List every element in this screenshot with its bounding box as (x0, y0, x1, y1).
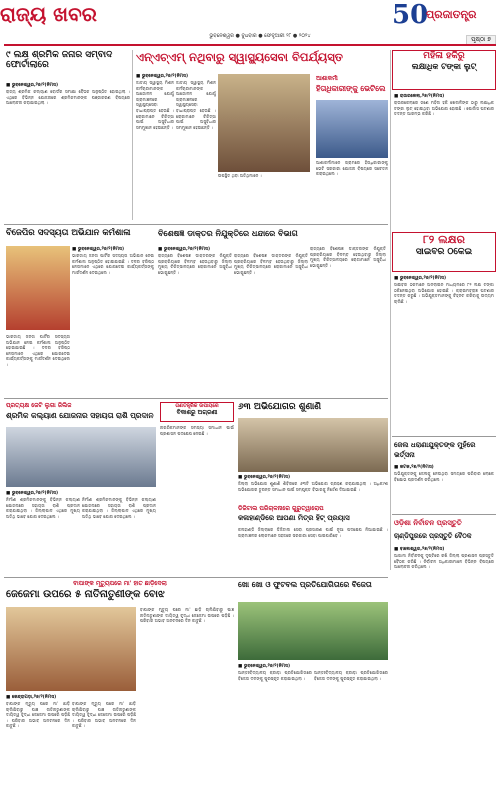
welfare-headline: ଶ୍ରମିକ କଲ୍ୟାଣ ଯୋଜନାର ସହାୟତା ରାଶି ପ୍ରଦାନ (6, 411, 154, 420)
nhm-headline: ଏନ୍‌ଏଚ୍‌ଏମ୍‌ ନଥିବାରୁ ସ୍ୱାସ୍ଥ୍ୟସେବା ବିପର୍ଯ୍ୟସ୍ତ (136, 50, 343, 64)
bjp-body: ଭାରତୀୟ ଜନତା ପାର୍ଟିର ସଦସ୍ୟତା ଅଭିଯାନ ନେଇ କର୍ମଶାଳା ଅନୁଷ୍ଠିତ ହୋଇଯାଇଛି । ଦଳର ବରିଷ୍ଠ ନେତାମାନେ ଏଥିରେ ଯୋଗଦେଇ କାର୍ଯ୍ୟକର୍ତ୍ତାଙ୍କୁ ମାର୍ଗଦର୍ଶନ ଦେଇଥିଲେ । (72, 253, 154, 275)
doctor-byline: ■ ଭୁବନେଶ୍ୱର,୨୭/୨(ନିମସ) (158, 247, 211, 252)
divider (4, 398, 388, 399)
grandma-headline: ଜେଜେମା ଉପରେ ୫ ନାତିନାତୁଣୀଙ୍କ ବୋଝ (6, 589, 165, 600)
bjp-body-cont: ଭାରତୀୟ ଜନତା ପାର୍ଟିର ସଦସ୍ୟତା ଅଭିଯାନ ନେଇ କର୍ମଶାଳା ଅନୁଷ୍ଠିତ ହୋଇଯାଇଛି । ଦଳର ବରିଷ୍ଠ ନେତାମାନେ ଏଥିରେ ଯୋଗଦେଇ କାର୍ଯ୍ୟକର୍ତ୍ତାଙ୍କୁ ମାର୍ଗଦର୍ଶନ ଦେଇଥିଲେ । (6, 334, 70, 367)
welfare-body-col2: ନିର୍ମାଣ ଶ୍ରମିକମାନଙ୍କୁ ବିଭିନ୍ନ କଲ୍ୟାଣ ଯୋଜନାରେ ସହାୟତା ରାଶି ପ୍ରଦାନ କରାଯାଇଥିଲା । ଜିଲ୍ଲାପାଳ ଏଥିରେ ମୁଖ୍ୟ ଅତିଥି ଭାବେ ଯୋଗ ଦେଇଥିଲେ । (82, 497, 156, 519)
savings-box (392, 232, 496, 272)
nhm-body-col1: ଜାତୀୟ ସ୍ୱାସ୍ଥ୍ୟ ମିଶନ କର୍ମଚାରୀମାନଙ୍କ ଆନ୍ଦୋଳନ ଯୋଗୁଁ ଗ୍ରାମାଞ୍ଚଳରେ ସ୍ୱାସ୍ଥ୍ୟସେବା ବାଧାପ୍ରାପ୍ତ ହେଉଛି । ରୋଗୀମାନେ ଚିକିତ୍ସା ପାଇଁ ଅସୁବିଧାର ସମ୍ମୁଖୀନ ହେଉଛନ୍ତି । (136, 80, 174, 130)
savings-subheadline: ସାଇବର ଠକେଇ (415, 247, 473, 257)
savings-headline: ୮୨ ଲକ୍ଷର (423, 233, 465, 246)
mahila-subheadline: ଲକ୍ଷାଧିକ ଟଙ୍କା ଲୁଟ୍ (411, 61, 477, 71)
logo-brand: ପ୍ରଜାତନ୍ତ୍ର (426, 8, 477, 21)
sports-body-col2: ଆନ୍ତଃବିଦ୍ୟାଳୟ କ୍ରୀଡ଼ା ପ୍ରତିଯୋଗିତାରେ ବିଜେତା ଦଳଙ୍କୁ ପୁରସ୍କୃତ କରାଯାଇଥିଲା । (314, 670, 388, 681)
grandma-kicker: ବାପାଙ୍କ ମୃତ୍ୟୁପରେ ମା' ହାତ ଛାଡ଼ିଦେଲା (73, 580, 167, 587)
column-divider (390, 50, 391, 570)
logo-number: 50 (392, 0, 429, 30)
jhadeswar-byline: ■ କଟକ,୨୭/୨(ନିମସ) (394, 465, 434, 470)
grievance-byline: ■ ଭୁବନେଶ୍ୱର,୨୭/୨(ନିମସ) (238, 475, 291, 480)
chandipur-subheadline: ଚାଣ୍ଡିପୁରରେ ପ୍ରସ୍ତୁତି ବୈଠକ (394, 532, 472, 540)
naukri-box (160, 402, 234, 422)
labour-headline: ୯ ଲକ୍ଷ ଶ୍ରମିକ ଜନାର ସମ୍ବାଦ ଫୋର୍ଟାଲାରେ (6, 50, 113, 70)
section-title: ରାଜ୍ୟ ଖବର (0, 2, 97, 26)
digital-headline: କଳାହାଣ୍ଡିରେ ଆପଣା ମିତ୍ର ହିଟ୍ ପ୍ରୟାସ (238, 513, 350, 522)
mahila-byline: ■ ରାଉରକେଲା,୨୭/୨(ନିମସ) (394, 94, 445, 99)
nhm-body-col2: ଜାତୀୟ ସ୍ୱାସ୍ଥ୍ୟ ମିଶନ କର୍ମଚାରୀମାନଙ୍କ ଆନ୍ଦୋଳନ ଯୋଗୁଁ ଗ୍ରାମାଞ୍ଚଳରେ ସ୍ୱାସ୍ଥ୍ୟସେବା ବାଧାପ୍ରାପ୍ତ ହେଉଛି । ରୋଗୀମାନେ ଚିକିତ୍ସା ପାଇଁ ଅସୁବିଧାର ସମ୍ମୁଖୀନ ହେଉଛନ୍ତି । (176, 80, 216, 130)
sports-body-col1: ଆନ୍ତଃବିଦ୍ୟାଳୟ କ୍ରୀଡ଼ା ପ୍ରତିଯୋଗିତାରେ ବିଜେତା ଦଳଙ୍କୁ ପୁରସ୍କୃତ କରାଯାଇଥିଲା । (238, 670, 312, 681)
asha-headline: ହିତାଧିକାରୀଙ୍କୁ ଭେଟିଲେ (316, 84, 386, 93)
digital-body: କଳାହାଣ୍ଡି ଜିଲ୍ଲାରେ ଡିଜିଟାଲ ସେବା ପ୍ରସାରଣ ପାଇଁ ନୂଆ ପଦକ୍ଷେପ ନିଆଯାଇଛି । ଗ୍ରାମାଞ୍ଚଳର ଲୋକମାନେ ସହଜରେ ସରକାରୀ ସେବା ପାଇପାରିବେ । (238, 527, 388, 538)
divider (392, 514, 496, 515)
mahila-headline: ମହିଳା ହକିରୁ (423, 51, 465, 61)
asha-body: ଆଶାକର୍ମୀମାନେ ଗ୍ରାମରେ ହିତାଧିକାରୀଙ୍କୁ ଭେଟି ସରକାରୀ ଯୋଜନା ବିଷୟରେ ସଚେତନ କରାଇଥିଲେ । (316, 160, 388, 177)
dateline: ଭୁବନେଶ୍ୱର ● ବୁଧବାର ● ଫେବୃଆରୀ ୨୮ ● ୨୦୨୪ (209, 33, 311, 39)
jhadeswar-headline: ଜେଲ ଧରାଣାଯୁକ୍ତଙ୍କ ମୁହଁରେ ଭର୍ତ୍ସନା (394, 440, 476, 459)
welfare-photo (6, 427, 156, 487)
column-divider (132, 50, 133, 220)
mahila-box (392, 50, 496, 90)
grievance-headline: ୬୩ ଅଭିଯୋଗର ଶୁଣାଣି (238, 402, 322, 412)
naukri-body: ନାଗରିକମାନଙ୍କ ସମସ୍ୟା ସମାଧାନ ପାଇଁ ପ୍ରଶାସନ ପଦକ୍ଷେପ ନେଇଛି । (160, 425, 234, 436)
divider (4, 224, 388, 225)
grievance-photo (238, 418, 388, 472)
divider (4, 577, 388, 578)
chandipur-body: ଆଗାମୀ ନିର୍ବାଚନକୁ ଦୃଷ୍ଟିରେ ରଖି ଜିଲ୍ଲା ପ୍ରଶାସନ ପ୍ରସ୍ତୁତି ବୈଠକ କରିଛି । ନିର୍ବାଚନ ଅଧିକାରୀମାନେ ବିଭିନ୍ନ ବିଷୟରେ ଆଲୋଚନା କରିଥିଲେ । (394, 553, 494, 570)
grandma-body-col2: ବାପାଙ୍କ ମୃତ୍ୟୁ ପରେ ମା' ଛାଡ଼ି ଚାଲିଯିବାରୁ ପାଞ୍ଚ ନାତିନାତୁଣୀଙ୍କ ଦାୟିତ୍ୱ ବୃଦ୍ଧା ଜେଜେମା ଉପରେ ପଡ଼ିଛି । ପରିବାର ଅଭାବ ଅନଟନରେ ଦିନ କାଟୁଛି । (72, 701, 136, 729)
naukri-kicker: ଗଣତନ୍ତ୍ରିକ ଉପାୟରେ (175, 403, 219, 409)
welfare-byline: ■ ଭୁବନେଶ୍ୱର,୨୭/୨(ନିମସ) (6, 491, 59, 496)
sports-photo (238, 602, 388, 660)
labour-body: ରାଜ୍ୟ ଶ୍ରମିକ କଲ୍ୟାଣ ବୋର୍ଡର ସମୀକ୍ଷା ବୈଠକ ଅନୁଷ୍ଠିତ ହୋଇଥିଲା । ଏଥିରେ ବିଭିନ୍ନ ଯୋଜନାରେ ଶ୍ରମିକମାନଙ୍କ ପଞ୍ଜୀକରଣ ବିଷୟରେ ଆଲୋଚନା କରାଯାଇଥିଲା । (6, 89, 130, 106)
mahila-body: ରାଉରକେଲାରେ ଜଣେ ମହିଳା ହକି ଖେଳାଳିଙ୍କ ଠାରୁ ଲକ୍ଷାଧିକ ଟଙ୍କା ଲୁଟ୍ ହୋଇଥିବା ଅଭିଯୋଗ ହୋଇଛି । ପୋଲିସ ଘଟଣାର ତଦନ୍ତ ଆରମ୍ଭ କରିଛି । (394, 100, 494, 117)
doctor-body-col2: ରାଜ୍ୟରେ ବିଶେଷଜ୍ଞ ଡାକ୍ତରଙ୍କ ନିଯୁକ୍ତି ପ୍ରକ୍ରିୟାରେ ବିଳମ୍ବ ହେଉଥିବାରୁ ଜିଲ୍ଲା ମୁଖ୍ୟ ଚିକିତ୍ସାଳୟରେ ରୋଗୀମାନେ ଅସୁବିଧା ଭୋଗୁଛନ୍ତି । (234, 253, 308, 275)
page-number: ପୃଷ୍ଠା ୭ (466, 35, 496, 45)
grievance-body: ଜିଲ୍ଲା ଅଭିଯୋଗ ଶୁଣାଣି ଶିବିରରେ ୬୩ଟି ଅଭିଯୋଗ ଗ୍ରହଣ କରାଯାଇଥିଲା । ଅଧିକାଂଶ ଅଭିଯୋଗର ତୁରନ୍ତ ସମାଧାନ ପାଇଁ ସମ୍ପୃକ୍ତ ବିଭାଗକୁ ନିର୍ଦ୍ଦେଶ ଦିଆଯାଇଛି । (238, 481, 388, 492)
nhm-photo (218, 74, 310, 172)
grandma-body-col1: ବାପାଙ୍କ ମୃତ୍ୟୁ ପରେ ମା' ଛାଡ଼ି ଚାଲିଯିବାରୁ ପାଞ୍ଚ ନାତିନାତୁଣୀଙ୍କ ଦାୟିତ୍ୱ ବୃଦ୍ଧା ଜେଜେମା ଉପରେ ପଡ଼ିଛି । ପରିବାର ଅଭାବ ଅନଟନରେ ଦିନ କାଟୁଛି । (6, 701, 70, 729)
asha-photo (316, 100, 388, 158)
grandma-body-col3: ବାପାଙ୍କ ମୃତ୍ୟୁ ପରେ ମା' ଛାଡ଼ି ଚାଲିଯିବାରୁ ପାଞ୍ଚ ନାତିନାତୁଣୀଙ୍କ ଦାୟିତ୍ୱ ବୃଦ୍ଧା ଜେଜେମା ଉପରେ ପଡ଼ିଛି । ପରିବାର ଅଭାବ ଅନଟନରେ ଦିନ କାଟୁଛି । (140, 607, 234, 624)
header-rule (4, 44, 496, 46)
newspaper-logo (390, 0, 500, 30)
nhm-caption: ଉପସ୍ଥିତ ଥିବା ଅତିଥିମାନେ । (218, 173, 262, 178)
bjp-byline: ■ ଭୁବନେଶ୍ୱର,୨୭/୨(ନିମସ) (72, 247, 125, 252)
asha-kicker: ଆଶାକର୍ମୀ (316, 75, 338, 82)
bjp-photo (6, 246, 70, 330)
chandipur-byline: ■ ବାଲେଶ୍ୱର,୨୭/୨(ନିମସ) (394, 547, 445, 552)
grandma-byline: ■ କେନ୍ଦ୍ରାପଡ଼ା,୨୭/୨(ନିମସ) (6, 695, 57, 700)
savings-body: ସାଇବର ଠକମାନେ ଅନଲାଇନ ମାଧ୍ୟମରେ ୮୨ ଲକ୍ଷ ଟଙ୍କା ଠକିନେଇଥିବା ଅଭିଯୋଗ ହୋଇଛି । କ୍ରାଇମବ୍ରାଞ୍ଚ ଘଟଣାର ତଦନ୍ତ କରୁଛି । ଅଭିଯୁକ୍ତମାନଙ୍କୁ ଚିହ୍ନଟ କରିବାକୁ ଉଦ୍ୟମ ଚାଲିଛି । (394, 282, 494, 304)
jhadeswar-body: ଅଭିଯୁକ୍ତଙ୍କୁ ଜେଲକୁ ନେଉଥିବା ସମୟରେ ପରିବାର ଲୋକେ ବିକ୍ଷୋଭ ପ୍ରଦର୍ଶନ କରିଥିଲେ । (394, 471, 494, 482)
sports-byline: ■ ଭୁବନେଶ୍ୱର,୨୭/୨(ନିମସ) (238, 664, 291, 669)
bjp-headline: ବିଜେପିର ସଦସ୍ୟତା ଅଭିଯାନ କର୍ମଶାଳା (6, 228, 131, 238)
doctor-headline: ବିଶେଷଜ୍ଞ ଡାକ୍ତର ନିଯୁକ୍ତିରେ ଧନ୍ଦାରେ ବିଭାଗ (158, 228, 298, 238)
divider (392, 436, 496, 437)
savings-byline: ■ ଭୁବନେଶ୍ୱର,୨୭/୨(ନିମସ) (394, 276, 447, 281)
naukri-headline: ବିକାଶରୁ ଅଗ୍ରଣୀ (176, 409, 218, 416)
doctor-body-col3: ରାଜ୍ୟରେ ବିଶେଷଜ୍ଞ ଡାକ୍ତରଙ୍କ ନିଯୁକ୍ତି ପ୍ରକ୍ରିୟାରେ ବିଳମ୍ବ ହେଉଥିବାରୁ ଜିଲ୍ଲା ମୁଖ୍ୟ ଚିକିତ୍ସାଳୟରେ ରୋଗୀମାନେ ଅସୁବିଧା ଭୋଗୁଛନ୍ତି । (310, 246, 386, 268)
sports-headline: ଖୋ ଖୋ ଓ ଫୁଟବଲ ପ୍ରତିଯୋଗିତାରେ ବିଜେତା (238, 580, 372, 589)
doctor-body-col1: ରାଜ୍ୟରେ ବିଶେଷଜ୍ଞ ଡାକ୍ତରଙ୍କ ନିଯୁକ୍ତି ପ୍ରକ୍ରିୟାରେ ବିଳମ୍ବ ହେଉଥିବାରୁ ଜିଲ୍ଲା ମୁଖ୍ୟ ଚିକିତ୍ସାଳୟରେ ରୋଗୀମାନେ ଅସୁବିଧା ଭୋଗୁଛନ୍ତି । (158, 253, 232, 275)
grandma-photo (6, 607, 136, 691)
digital-kicker: ଡିଜିଟାଲ ପରିଚାଳନାରେ ଗୁରୁତ୍ୱାରୋପ (238, 505, 324, 512)
chandipur-headline: ଓଡ଼ିଶା ନିର୍ବାଚନ ପ୍ରସ୍ତୁତି (394, 518, 462, 527)
labour-byline: ■ ଭୁବନେଶ୍ୱର,୨୭/୨(ନିମସ) (6, 83, 59, 88)
welfare-body-col1: ନିର୍ମାଣ ଶ୍ରମିକମାନଙ୍କୁ ବିଭିନ୍ନ କଲ୍ୟାଣ ଯୋଜନାରେ ସହାୟତା ରାଶି ପ୍ରଦାନ କରାଯାଇଥିଲା । ଜିଲ୍ଲାପାଳ ଏଥିରେ ମୁଖ୍ୟ ଅତିଥି ଭାବେ ଯୋଗ ଦେଇଥିଲେ । (6, 497, 80, 519)
welfare-kicker: ପ୍ରତ୍ୟକ୍ଷ ଜେଟି ଲୁଗା ଜିଲିଜ (6, 402, 72, 409)
nhm-byline: ■ ଭୁବନେଶ୍ୱର,୨୭/୨(ନିମସ) (136, 74, 189, 79)
